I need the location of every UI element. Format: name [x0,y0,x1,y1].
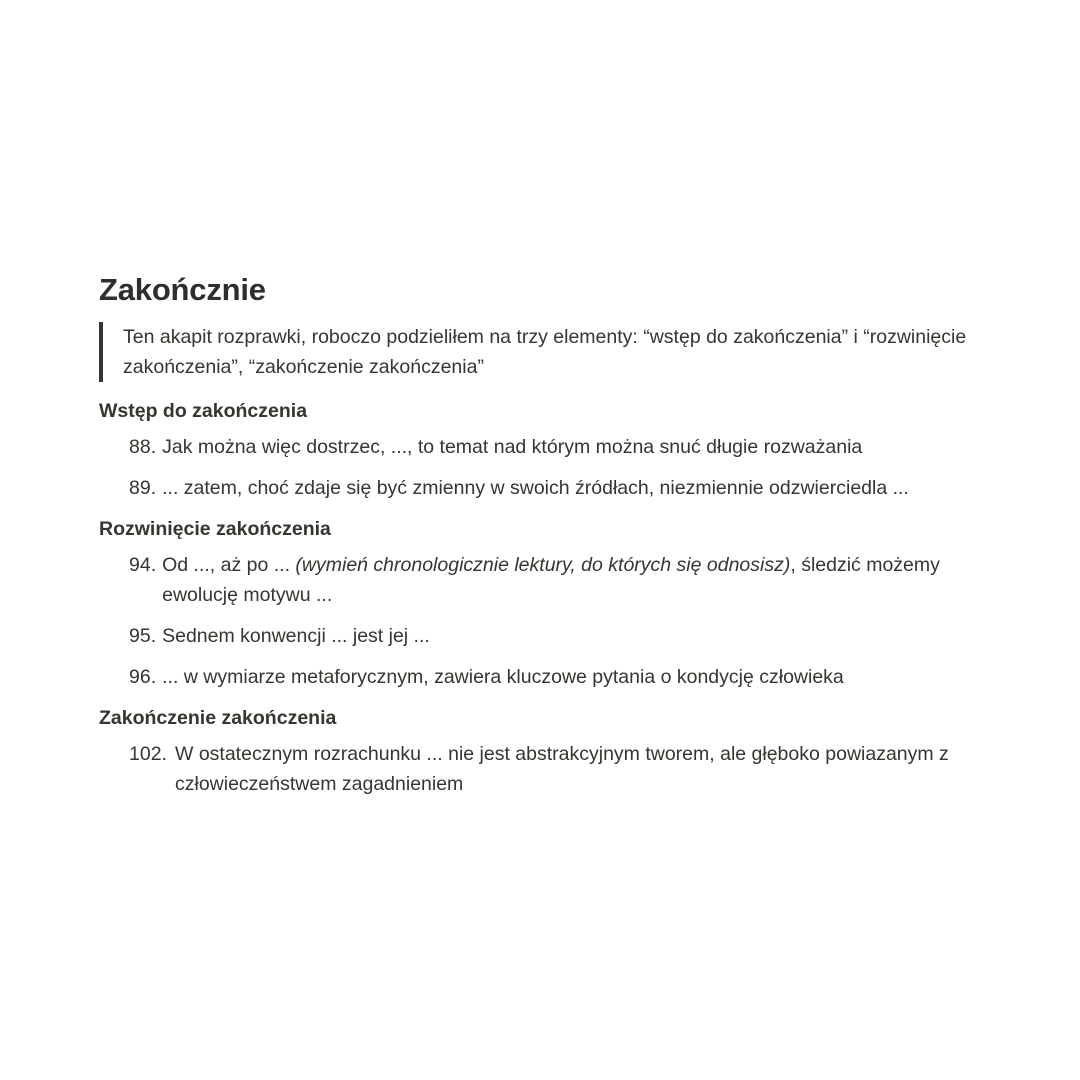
list-item-text: ... zatem, choć zdaje się być zmienny w swoich źródłach, niezmiennie odzwierciedla ... [162,477,909,499]
list-item [99,662,999,692]
list-item [99,432,999,462]
list-item-text: Jak można więc dostrzec, ..., to temat nad którym można snuć długie rozważania [162,436,863,458]
list-item-number: 102. [129,743,167,765]
section-heading-zakonczenie: Zakończenie zakończenia [99,707,337,729]
list-item-text: W ostatecznym rozrachunku ... nie jest abstrakcyjnym tworem, ale głęboko powiazanym z człowieczeństwem zagadnieniem [175,743,949,795]
section-heading-wstep: Wstęp do zakończenia [99,400,308,422]
quote-text: Ten akapit rozprawki, roboczo podzieliłem na trzy elementy: “wstęp do zakończenia” i “rozwinięcie zakończenia”, “zakończenie zakończenia” [123,326,967,378]
list-item-text-after: , śledzić możemy ewolucję motywu ... [162,554,940,606]
list-item-number: 96. [129,666,157,688]
document-content [99,268,999,810]
quote-block [99,322,999,382]
list-item [99,739,999,799]
list-item-text-italic: (wymień chronologicznie lektury, do których się odnosisz) [295,554,791,576]
list-item [99,621,999,651]
numbered-list-wstep [99,432,999,503]
list-item [99,473,999,503]
list-item-text-before: Od ..., aż po ... [162,554,296,576]
list-item-number: 95. [129,625,157,647]
list-item-number: 89. [129,477,157,499]
list-item-text [162,550,999,610]
list-item-text: Sednem konwencji ... jest jej ... [162,625,430,647]
numbered-list-zakonczenie [99,739,999,799]
list-item-text: ... w wymiarze metaforycznym, zawiera kluczowe pytania o kondycję człowieka [162,666,844,688]
list-item [99,550,999,610]
list-item-number: 88. [129,436,157,458]
numbered-list-rozwiniecie [99,550,999,692]
section-heading-rozwiniecie: Rozwinięcie zakończenia [99,518,331,540]
list-item-number: 94. [129,554,157,576]
page-title: Zakończnie [99,272,266,307]
